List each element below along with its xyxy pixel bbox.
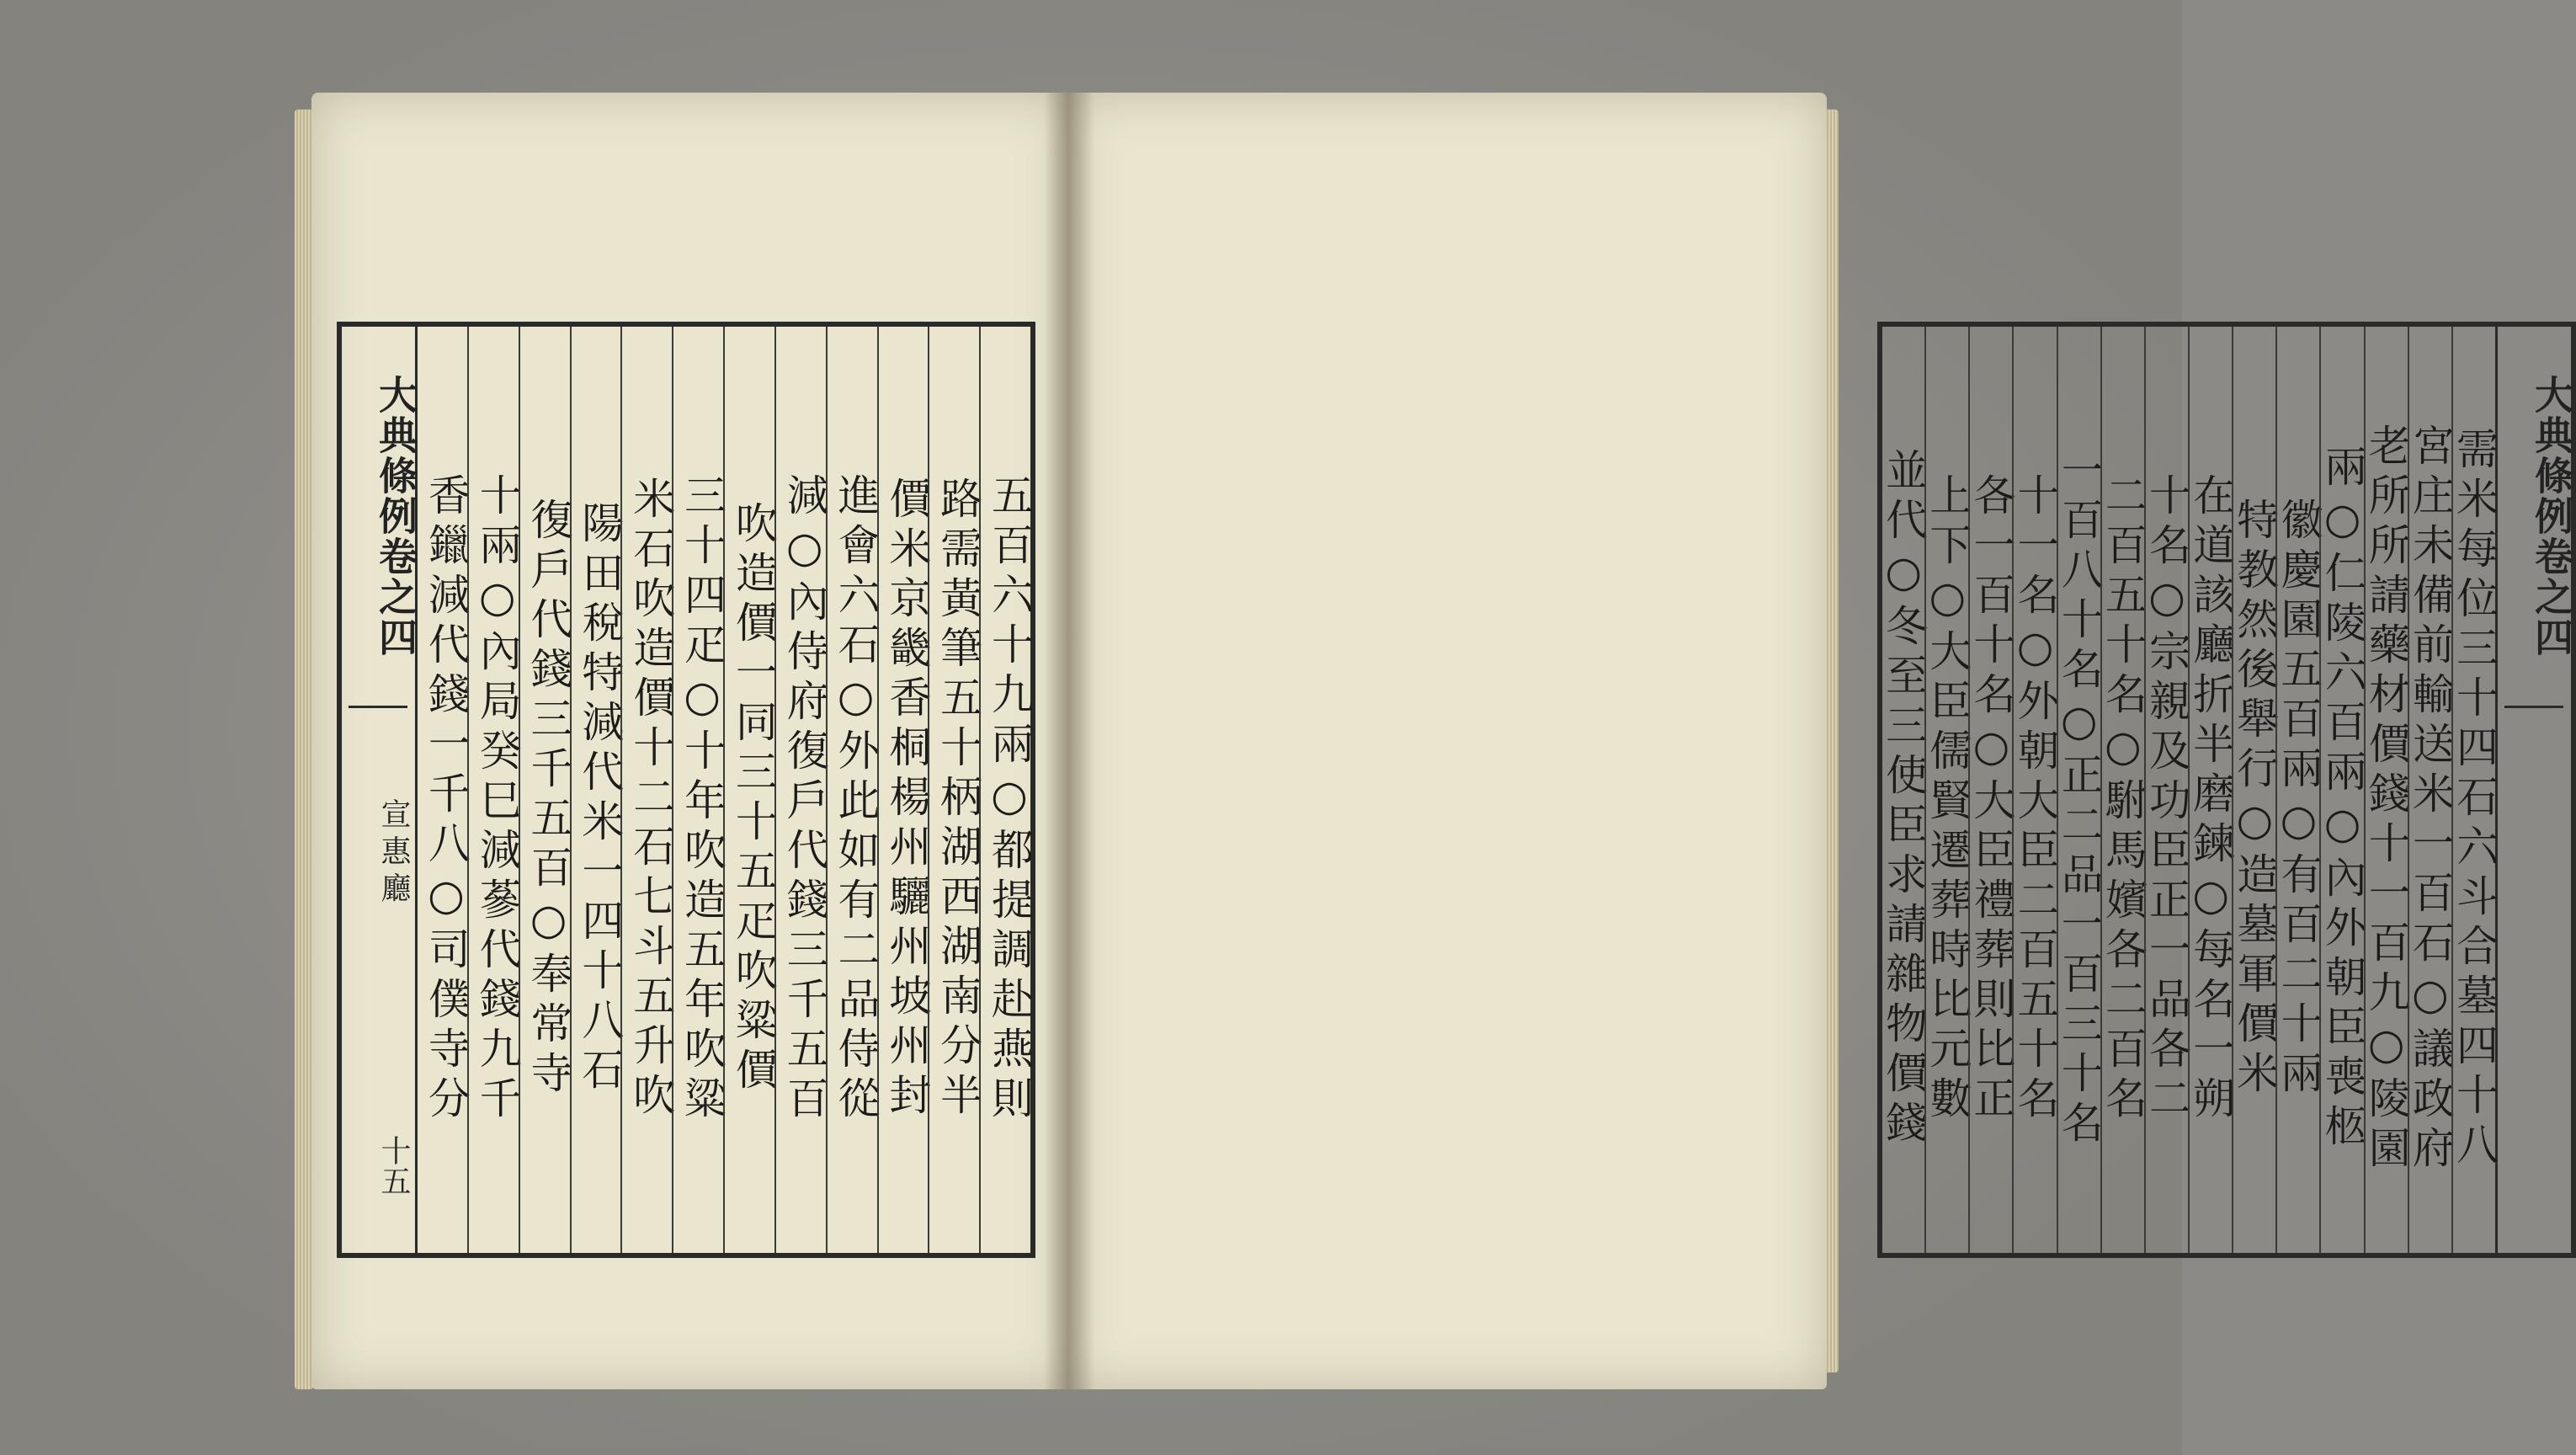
left-margin-strip (342, 327, 418, 1253)
text-column: 宮庄未備前輸送米一百石○議政府 (2408, 327, 2451, 1253)
left-page-frame (337, 322, 1035, 1258)
text-column: 香鑞減代錢一千八○司僕寺分 (421, 472, 471, 1126)
text-column: 十一名○外朝大臣二百五十名 (2012, 327, 2056, 1253)
text-column: 進會六石○外此如有二品侍從 (826, 327, 877, 1253)
text-column: 米石吹造價十二石七斗五升吹 (620, 327, 672, 1253)
page-edges-left (295, 109, 313, 1389)
text-column: 三十四疋○十年吹造五年吹粱 (672, 327, 723, 1253)
book-title: 大典條例 卷之四 (373, 375, 418, 658)
book-gutter (1044, 93, 1094, 1389)
text-column: 五百六十九兩○都提調赴燕則 (979, 327, 1030, 1253)
text-column: 各一百十名○大臣禮葬則比正 (1968, 327, 2012, 1253)
department-label: 宣惠廳 (376, 798, 411, 909)
text-column: 特教然後舉行○造墓軍價米 (2232, 327, 2275, 1253)
text-column: 十兩○內局癸巳減蔘代錢九千 (467, 327, 519, 1253)
text-column: 在道該廳折半磨鍊○每名一朔 (2188, 327, 2232, 1253)
text-columns-left (418, 327, 1034, 1253)
book-title: 大典條例 卷之四 (2529, 375, 2574, 658)
right-page-frame (1877, 322, 2576, 1258)
page-number: 十五 (376, 1135, 411, 1196)
text-column: 吹造價一同三十五疋吹粱價 (723, 327, 774, 1253)
text-column: 兩○仁陵六百兩○內外朝臣喪柩 (2319, 327, 2363, 1253)
text-column: 並代○冬至三使臣求請雜物價錢 (1879, 448, 1929, 1150)
fishtail-mark (2504, 706, 2563, 715)
text-column: 減○內侍府復戶代錢三千五百 (774, 327, 826, 1253)
text-columns-right (1879, 327, 2499, 1253)
open-book (303, 93, 2574, 1406)
text-column: 老所所請藥材價錢十一百九○陵園 (2364, 327, 2408, 1253)
text-column: 二百五十名○駙馬嬪各二百名 (2100, 327, 2144, 1253)
text-column: 價米京畿香桐楊州驪州坡州封 (877, 327, 929, 1253)
text-column: 路需黃筆五十柄湖西湖南分半 (928, 327, 979, 1253)
text-column: 復戶代錢三千五百○奉常寺 (519, 327, 570, 1253)
right-page (1069, 93, 2574, 1389)
text-column: 十名○宗親及功臣正一品各二 (2144, 327, 2188, 1253)
text-column: 需米每位三十四石六斗合墓四十八 (2451, 327, 2495, 1253)
text-column: 陽田稅特減代米一四十八石 (570, 327, 621, 1253)
text-column: 一百八十名○正二品一百三十名 (2057, 327, 2100, 1253)
right-margin-strip (2495, 327, 2574, 1253)
text-column: 上下○大臣儒賢遷葬時比元數 (1924, 327, 1968, 1253)
left-page (311, 93, 1069, 1389)
text-column: 徽慶園五百兩○有百二十兩 (2275, 327, 2319, 1253)
fishtail-mark (349, 706, 407, 715)
